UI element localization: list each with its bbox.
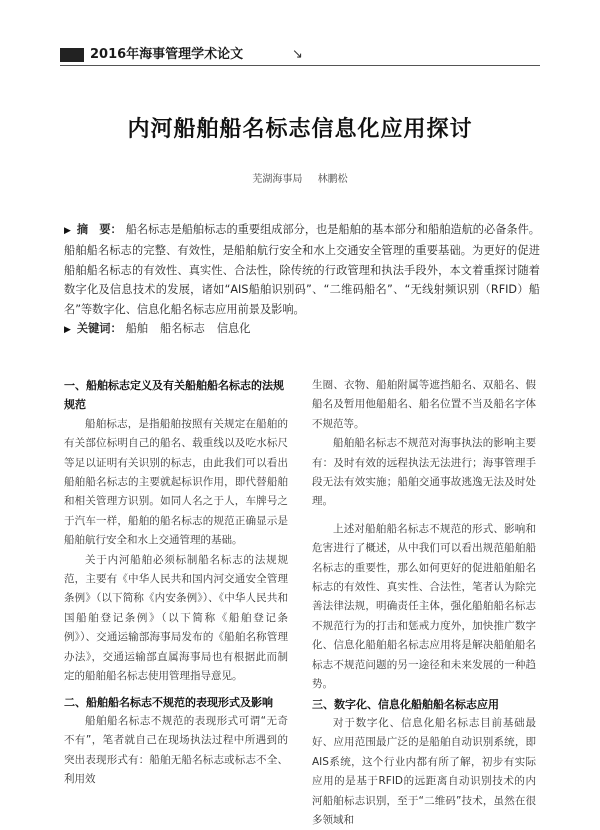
abstract-paragraph [64, 220, 540, 319]
abstract-label: 摘 要： [76, 223, 122, 236]
author-name: 林鹏松 [317, 174, 348, 185]
abstract-section [64, 220, 540, 340]
keywords-label: 关键词： [76, 322, 122, 336]
keyword-item: 船舶 [125, 322, 149, 336]
paper-title: 内河船舶船名标志信息化应用探讨 [127, 117, 473, 142]
body-paragraph: 关于内河船舶必须标制船名标志的法规规范，主要有《中华人民共和国内河交通安全管理条例》（以下简称《内安条例》）、《中华人民共和国船舶登记条例》（以下简称《船舶登记条例》）、交通运输部海事局发布的《船舶名称管理办法》，交通运输部直属海事局也有根据此而制定的船舶船名标志使用管理指导意见。 [64, 553, 288, 683]
keyword-item: 船名标志 [160, 322, 205, 336]
section-heading-3: 三、数字化、信息化船舶船名标志应用 [312, 697, 499, 711]
header-block-mark [60, 48, 84, 62]
running-header [60, 44, 540, 66]
body-paragraph: 上述对船舶船名标志不规范的形式、影响和危害进行了概述，从中我们可以看出规范船舶船名标志的重要性，那么如何更好的促进船舶船名标志的有效性、真实性、合法性，笔者认为除完善法律法规，明确责任主体，强化船舶船名标志不规范行为的打击和惩戒力度外，加快推广数字化、信息化船舶船名标志应用将是解决船舶船名标志不规范问题的另一途径和未来发展的一种趋势。 [312, 522, 536, 691]
byline [60, 170, 540, 185]
triangle-marker-icon: ▶ [64, 226, 71, 236]
section-heading-2: 二、船舶船名标志不规范的表现形式及影响 [64, 695, 273, 709]
header-rule [60, 65, 540, 66]
triangle-marker-icon: ▶ [64, 325, 71, 336]
body-paragraph: 对于数字化、信息化船名标志目前基础最好、应用范围最广泛的是船舶自动识别系统，即AIS系统，这个行业内都有所了解，初步有实际应用的是基于RFID的远距离自动识别技术的内河船舶标志识别，至于“二维码”技术，虽然在很多领域和 [312, 716, 536, 826]
body-paragraph: 船舶标志，是指船舶按照有关规定在船舶的有关部位标明自己的船名、载重线以及吃水标尺等足以证明有关识别的标志，由此我们可以看出船舶船名标志的主要就起标识作用，即代替船舶和相关管理方识别。如同人名之于人，车牌号之于汽车一样，船舶的船名标志的规范正确显示是船舶航行安全和水上交通管理的基础。 [64, 417, 288, 547]
header-title: 2016年海事管理学术论文 [90, 47, 244, 62]
right-column [312, 376, 536, 830]
body-paragraph: 生圈、衣物、船舶附属等遮挡船名、双船名、假船名及暂用他船船名、船名位置不当及船名字体不规范等。 [312, 379, 536, 430]
author-affiliation: 芜湖海事局 [252, 174, 303, 185]
body-paragraph: 船舶船名标志不规范对海事执法的影响主要有：及时有效的远程执法无法进行；海事管理手段无法有效实施；船舶交通事故逃逸无法及时处理。 [312, 437, 536, 508]
keywords-line [64, 319, 540, 340]
left-column [64, 376, 288, 790]
abstract-text: 船名标志是船舶标志的重要组成部分，也是船舶的基本部分和船舶造航的必备条件。船舶船名标志的完整、有效性，是船舶航行安全和水上交通安全管理的重要基础。为更好的促进船舶船名标志的有效性、真实性、合法性，除传统的行政管理和执法手段外，本文着重探讨随着数字化及信息技术的发展，诸如“AIS船舶识别码”、“二维码船名”、“无线射频识别（RFID）船名”等数字化、信息化船名标志应用前景及影响。 [64, 223, 540, 316]
body-paragraph: 船舶船名标志不规范的表现形式可谓“无奇不有”，笔者就自己在现场执法过程中所遇到的突出表现形式有：船舶无船名标志或标志不全、利用效 [64, 714, 288, 786]
keyword-item: 信息化 [216, 322, 251, 336]
section-heading-1: 一、船舶标志定义及有关船舶船名标志的法规规范 [64, 379, 284, 412]
header-arrow-icon: ↘ [292, 47, 303, 62]
